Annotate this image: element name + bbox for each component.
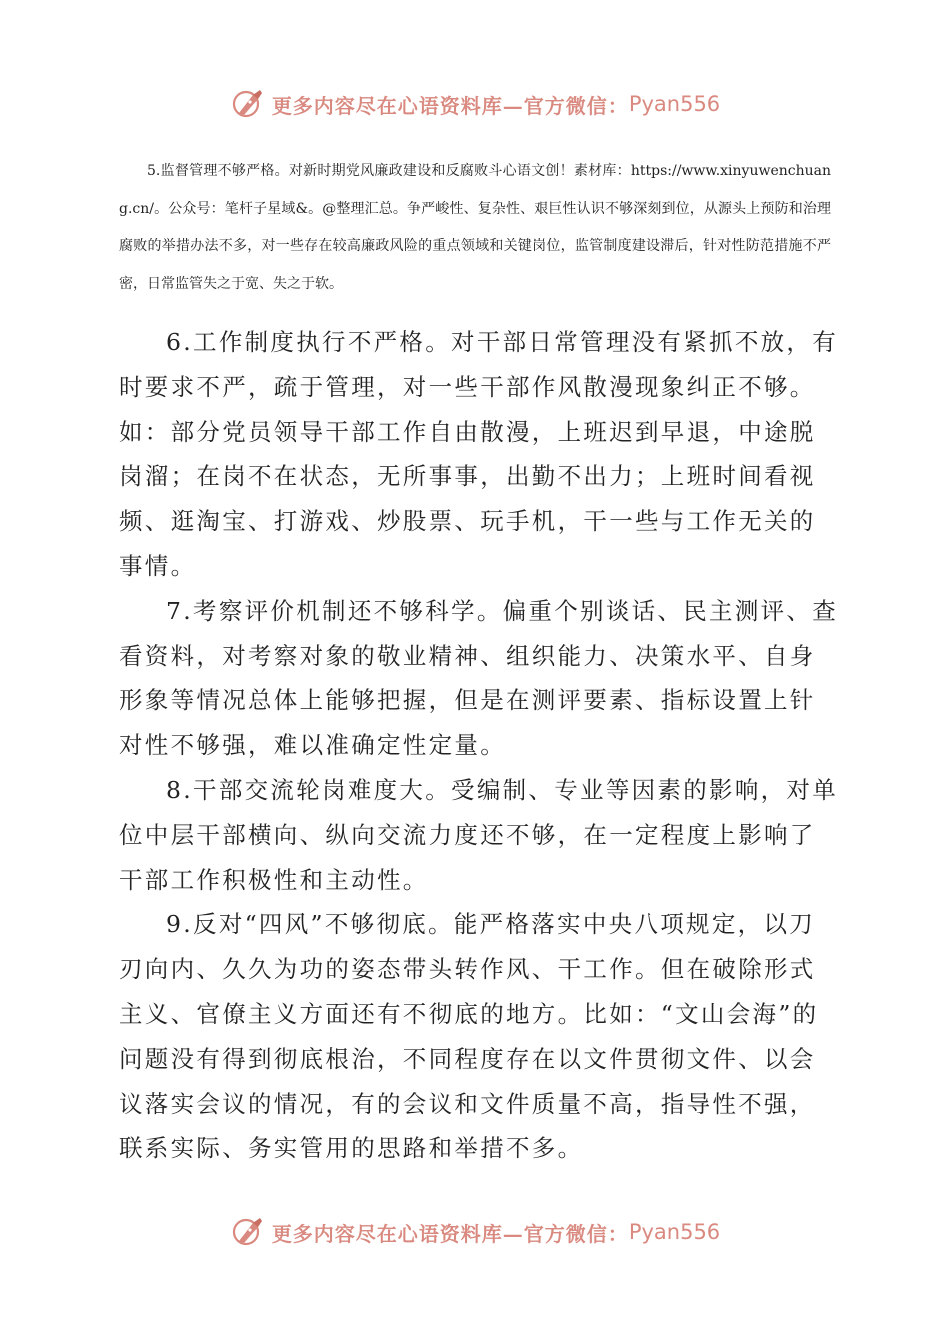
watermark-text: 更多内容尽在心语资料库—官方微信： — [271, 93, 629, 118]
footer-watermark-banner — [0, 1212, 950, 1252]
paragraph-8: 8.干部交流轮岗难度大。受编制、专业等因素的影响，对单位中层干部横向、纵向交流力度还不够，在一定程度上影响了干部工作积极性和主动性。 — [119, 775, 839, 894]
pen-nib-icon — [230, 1214, 266, 1250]
header-watermark-banner — [0, 84, 950, 124]
watermark-text: 更多内容尽在心语资料库—官方微信： — [271, 1221, 629, 1246]
pen-nib-icon — [230, 86, 266, 122]
wechat-id: Pyan556 — [628, 92, 721, 116]
paragraph-5-small: 5.监督管理不够严格。对新时期党风廉政建设和反腐败斗心语文创！素材库：https://www.xinyuwenchuang.cn/。公众号：笔杆子星域&。@整理汇总。争严峻性、复杂性、艰巨性认识不够深刻到位，从源头上预防和治理腐败的举措办法不多，对一些存在较高廉政风险的重点领域和关键岗位，监管制度建设滞后，针对性防范措施不严密，日常监管失之于宽、失之于软。 — [119, 163, 831, 292]
wechat-id: Pyan556 — [628, 1220, 721, 1244]
document-body — [119, 320, 839, 1171]
paragraph-9: 9.反对“四风”不够彻底。能严格落实中央八项规定，以刀刃向内、久久为功的姿态带头转作风、干工作。但在破除形式主义、官僚主义方面还有不彻底的地方。比如：“文山会海”的问题没有得到彻底根治，不同程度存在以文件贯彻文件、以会议落实会议的情况，有的会议和文件质量不高，指导性不强，联系实际、务实管用的思路和举措不多。 — [119, 910, 819, 1163]
paragraph-6: 6.工作制度执行不严格。对干部日常管理没有紧抓不放，有时要求不严，疏于管理，对一些干部作风散漫现象纠正不够。如：部分党员领导干部工作自由散漫，上班迟到早退，中途脱岗溜；在岗不在状态，无所事事，出勤不出力；上班时间看视频、逛淘宝、打游戏、炒股票、玩手机，干一些与工作无关的事情。 — [119, 328, 839, 580]
paragraph-7: 7.考察评价机制还不够科学。偏重个别谈话、民主测评、查看资料，对考察对象的敬业精神、组织能力、决策水平、自身形象等情况总体上能够把握，但是在测评要素、指标设置上针对性不够强，难以准确定性定量。 — [119, 596, 839, 760]
